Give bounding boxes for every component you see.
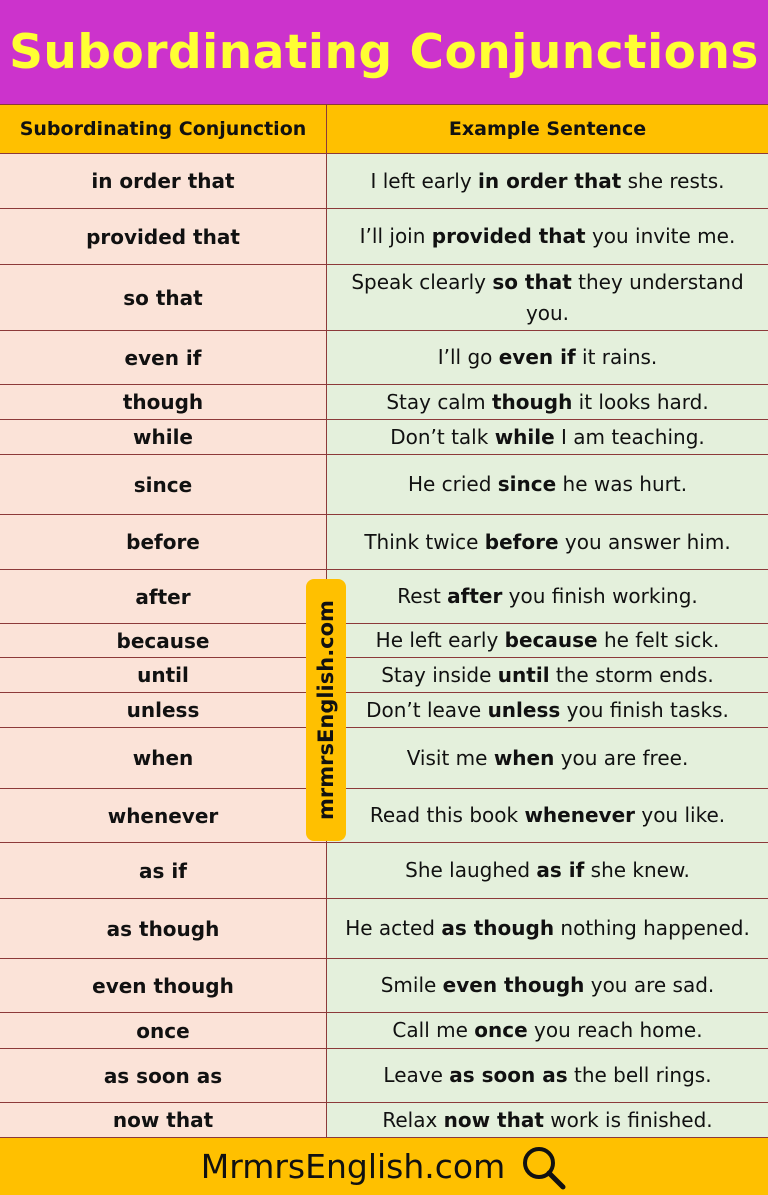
example-cell — [327, 331, 768, 384]
example-text-after: he was hurt. — [556, 472, 688, 496]
table-row — [0, 1013, 768, 1049]
conjunction-cell: whenever — [0, 789, 327, 842]
example-text-before: Read this book — [369, 803, 525, 827]
table-row — [0, 515, 768, 570]
example-text-before: Leave — [383, 1063, 450, 1087]
example-text-after: they understand you. — [525, 269, 750, 325]
example-text-after: you finish working. — [502, 584, 698, 608]
conjunction-cell: while — [0, 420, 327, 454]
table-row — [0, 843, 768, 899]
example-text-after: you answer him. — [558, 529, 731, 554]
example-text-before: Call me — [392, 1018, 475, 1042]
example-conjunction: as soon as — [449, 1063, 568, 1087]
example-text-after: she knew. — [584, 858, 690, 882]
watermark-badge — [306, 579, 346, 841]
footer-site-name: MrmrsEnglish.com — [200, 1147, 506, 1186]
example-conjunction: because — [504, 628, 598, 652]
example-text-before: I’ll join — [359, 224, 432, 248]
example-text-after: he felt sick. — [597, 628, 720, 652]
table-row — [0, 658, 768, 693]
example-conjunction: when — [493, 745, 555, 770]
table-row — [0, 265, 768, 331]
title-bar — [0, 0, 768, 104]
conjunction-cell: now that — [0, 1103, 327, 1137]
example-text-before: Think twice — [364, 529, 485, 554]
example-conjunction: once — [474, 1018, 528, 1042]
magnifier-icon — [519, 1143, 567, 1191]
example-conjunction: until — [497, 662, 550, 687]
example-text-after: the storm ends. — [549, 662, 714, 687]
example-text-before: Rest — [397, 584, 448, 608]
example-conjunction: as though — [441, 916, 555, 940]
table-row — [0, 899, 768, 959]
example-conjunction: now that — [443, 1107, 544, 1132]
table-row — [0, 693, 768, 728]
footer-bar — [0, 1138, 768, 1195]
example-conjunction: even though — [442, 973, 585, 997]
conjunction-cell: so that — [0, 265, 327, 330]
example-cell — [327, 1103, 768, 1137]
page-title: Subordinating Conjunctions — [9, 24, 759, 80]
example-text-after: you like. — [635, 803, 726, 827]
table-row — [0, 728, 768, 789]
example-text-before: Stay calm — [386, 389, 492, 414]
conjunction-table — [0, 104, 768, 1138]
example-conjunction: provided that — [431, 224, 586, 248]
table-row — [0, 209, 768, 265]
example-text-after: it rains. — [575, 345, 658, 369]
example-text-before: He acted — [345, 916, 442, 940]
table-row — [0, 789, 768, 843]
example-cell — [327, 209, 768, 264]
example-conjunction: in order that — [478, 168, 622, 193]
example-text-before: He cried — [407, 472, 498, 496]
example-cell — [327, 959, 768, 1012]
conjunction-cell: until — [0, 658, 327, 692]
example-conjunction: as if — [536, 858, 585, 882]
table-row — [0, 959, 768, 1013]
example-text-before: Visit me — [406, 745, 494, 770]
column-header-conjunction: Subordinating Conjunction — [0, 105, 327, 153]
conjunction-cell: in order that — [0, 154, 327, 208]
example-text-after: you invite me. — [585, 224, 736, 248]
example-text-before: I’ll go — [437, 345, 499, 369]
table-row — [0, 331, 768, 385]
example-text-before: Don’t talk — [390, 424, 495, 449]
example-text-before: Stay inside — [381, 662, 498, 687]
example-conjunction: unless — [487, 697, 561, 722]
table-row — [0, 420, 768, 455]
conjunction-cell: once — [0, 1013, 327, 1048]
example-text-before: Don’t leave — [366, 697, 488, 722]
table-row — [0, 1103, 768, 1138]
example-text-after: work is finished. — [543, 1107, 713, 1132]
conjunction-cell: as though — [0, 899, 327, 958]
conjunction-cell: when — [0, 728, 327, 788]
example-cell — [327, 658, 768, 692]
table-row — [0, 455, 768, 515]
example-text-before: Speak clearly — [351, 269, 493, 294]
conjunction-cell: unless — [0, 693, 327, 727]
example-cell — [327, 154, 768, 208]
conjunction-cell: as soon as — [0, 1049, 327, 1102]
example-cell — [327, 265, 768, 330]
example-cell — [327, 728, 768, 788]
example-cell — [327, 515, 768, 569]
example-text-before: He left early — [375, 628, 505, 652]
example-text-after: the bell rings. — [567, 1063, 712, 1087]
example-text-before: I left early — [370, 168, 479, 193]
example-cell — [327, 420, 768, 454]
example-cell — [327, 1013, 768, 1048]
example-text-before: Smile — [380, 973, 443, 997]
conjunction-cell: even though — [0, 959, 327, 1012]
example-cell — [327, 385, 768, 419]
conjunction-cell: since — [0, 455, 327, 514]
example-text-after: nothing happened. — [554, 916, 750, 940]
example-cell — [327, 693, 768, 727]
table-row — [0, 154, 768, 209]
example-conjunction: whenever — [524, 803, 635, 827]
table-header-row — [0, 104, 768, 154]
example-cell — [327, 789, 768, 842]
table-row — [0, 385, 768, 420]
example-conjunction: while — [494, 424, 555, 449]
conjunction-cell: even if — [0, 331, 327, 384]
example-conjunction: since — [497, 472, 557, 496]
example-conjunction: though — [491, 389, 573, 414]
example-conjunction: so that — [492, 269, 572, 294]
watermark-text: mrmrsEnglish.com — [314, 600, 339, 820]
conjunction-cell: though — [0, 385, 327, 419]
example-text-after: she rests. — [621, 168, 725, 193]
example-cell — [327, 570, 768, 623]
conjunction-cell: before — [0, 515, 327, 569]
example-text-after: you finish tasks. — [560, 697, 729, 722]
table-row — [0, 624, 768, 658]
example-text-after: you are free. — [554, 745, 689, 770]
example-conjunction: before — [484, 529, 559, 554]
example-text-after: I am teaching. — [554, 424, 705, 449]
conjunction-cell: as if — [0, 843, 327, 898]
example-text-before: She laughed — [405, 858, 537, 882]
example-text-after: you are sad. — [584, 973, 715, 997]
example-conjunction: even if — [498, 345, 576, 369]
table-row — [0, 570, 768, 624]
table-row — [0, 1049, 768, 1103]
conjunction-cell: provided that — [0, 209, 327, 264]
example-cell — [327, 455, 768, 514]
example-cell — [327, 843, 768, 898]
example-text-after: it looks hard. — [572, 389, 709, 414]
example-cell — [327, 899, 768, 958]
example-text-before: Relax — [382, 1107, 444, 1132]
conjunction-cell: because — [0, 624, 327, 657]
example-cell — [327, 624, 768, 657]
example-cell — [327, 1049, 768, 1102]
example-text-after: you reach home. — [527, 1018, 703, 1042]
column-header-example: Example Sentence — [327, 105, 768, 153]
conjunction-cell: after — [0, 570, 327, 623]
example-conjunction: after — [447, 584, 503, 608]
